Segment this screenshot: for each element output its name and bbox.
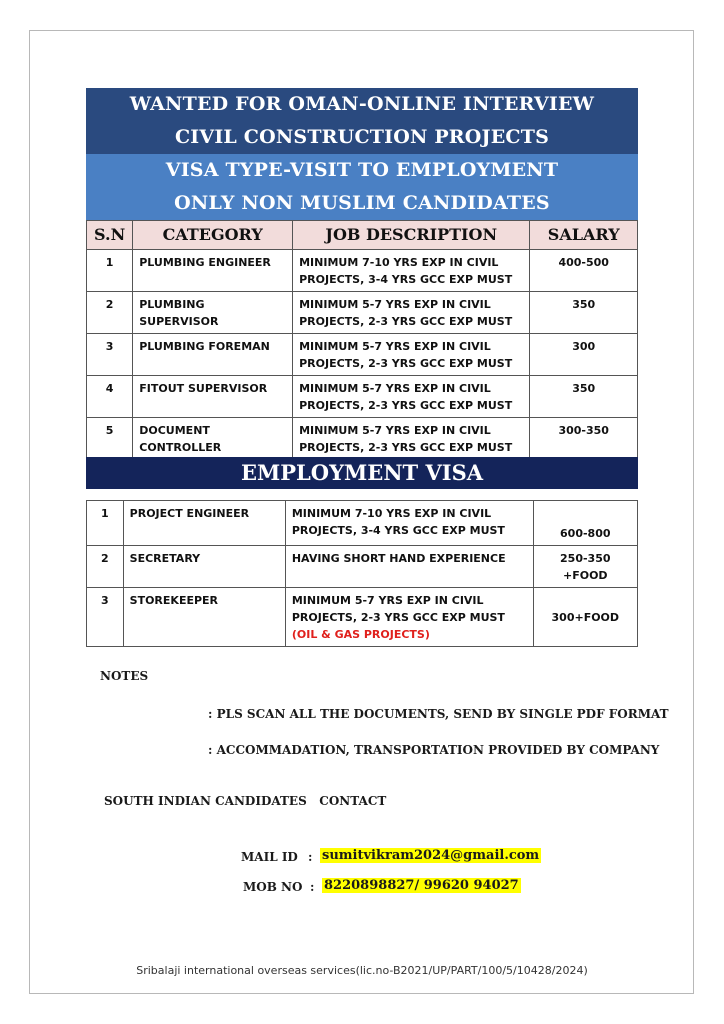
employment-visa-jobs-table [86,500,638,647]
row-description: MINIMUM 5-7 YRS EXP IN CIVIL PROJECTS, 2-3 YRS GCC EXP MUST [293,334,530,376]
row-description-note: (OIL & GAS PROJECTS) [291,628,430,641]
visit-visa-jobs-table [86,220,638,460]
row-description: MINIMUM 7-10 YRS EXP IN CIVIL PROJECTS, 3-4 YRS GCC EXP MUST [285,501,533,546]
row-category: STOREKEEPER [123,588,285,647]
table-row [87,250,638,292]
notes-title: NOTES [100,669,149,683]
table-header-row [87,221,638,250]
table-row [87,334,638,376]
mob-value[interactable]: 8220898827/ 99620 94027 [324,878,519,893]
note-item-2: : ACCOMMADATION, TRANSPORTATION PROVIDED BY COMPANY [208,743,660,757]
row-salary: 350 [530,376,638,418]
column-header-salary: SALARY [530,221,638,250]
header-line-4: ONLY NON MUSLIM CANDIDATES [174,192,550,214]
row-salary: 350 [530,292,638,334]
row-description-cell [285,588,533,647]
mail-value[interactable]: sumitvikram2024@gmail.com [322,848,540,863]
row-salary: 300-350 [530,418,638,460]
column-header-category: CATEGORY [133,221,293,250]
employment-visa-heading: EMPLOYMENT VISA [86,457,638,489]
row-sn: 3 [87,334,133,376]
table-row [87,501,638,546]
row-category: PLUMBING ENGINEER [133,250,293,292]
row-description: MINIMUM 5-7 YRS EXP IN CIVIL PROJECTS, 2-3 YRS GCC EXP MUST [293,376,530,418]
table-row [87,376,638,418]
row-sn: 1 [87,501,124,546]
row-sn: 4 [87,376,133,418]
row-sn: 5 [87,418,133,460]
row-category: PROJECT ENGINEER [123,501,285,546]
header-banner-primary [86,88,638,154]
column-header-description: JOB DESCRIPTION [293,221,530,250]
row-category: DOCUMENT CONTROLLER [133,418,293,460]
header-line-3: VISA TYPE-VISIT TO EMPLOYMENT [165,159,559,181]
mob-label: MOB NO [243,880,303,894]
row-category: PLUMBING SUPERVISOR [133,292,293,334]
column-header-sn: S.N [87,221,133,250]
mob-separator: : [310,880,315,894]
row-sn: 2 [87,292,133,334]
row-sn: 3 [87,588,124,647]
note-item-1: : PLS SCAN ALL THE DOCUMENTS, SEND BY SINGLE PDF FORMAT [208,707,669,721]
header-line-1: WANTED FOR OMAN-ONLINE INTERVIEW [129,93,595,115]
mail-label: MAIL ID [241,850,298,864]
mail-separator: : [308,850,313,864]
contact-heading: SOUTH INDIAN CANDIDATES CONTACT [104,794,387,808]
header-banner-secondary [86,154,638,220]
row-sn: 2 [87,546,124,588]
row-salary: 250-350 +FOOD [533,546,637,588]
row-description: MINIMUM 7-10 YRS EXP IN CIVIL PROJECTS, 3-4 YRS GCC EXP MUST [293,250,530,292]
table-row [87,588,638,647]
row-salary: 300 [530,334,638,376]
row-description: MINIMUM 5-7 YRS EXP IN CIVIL PROJECTS, 2-3 YRS GCC EXP MUST [293,292,530,334]
row-description: HAVING SHORT HAND EXPERIENCE [285,546,533,588]
row-category: SECRETARY [123,546,285,588]
table-row [87,546,638,588]
row-salary: 600-800 [533,501,637,546]
row-category: FITOUT SUPERVISOR [133,376,293,418]
footer-license: Sribalaji international overseas services(lic.no-B2021/UP/PART/100/5/10428/2024) [136,964,588,977]
table-row [87,418,638,460]
header-line-2: CIVIL CONSTRUCTION PROJECTS [174,126,550,148]
table-row [87,292,638,334]
row-description: MINIMUM 5-7 YRS EXP IN CIVIL PROJECTS, 2-3 YRS GCC EXP MUST [291,594,505,624]
row-salary: 300+FOOD [533,588,637,647]
row-description: MINIMUM 5-7 YRS EXP IN CIVIL PROJECTS, 2-3 YRS GCC EXP MUST [293,418,530,460]
row-sn: 1 [87,250,133,292]
row-salary: 400-500 [530,250,638,292]
row-category: PLUMBING FOREMAN [133,334,293,376]
